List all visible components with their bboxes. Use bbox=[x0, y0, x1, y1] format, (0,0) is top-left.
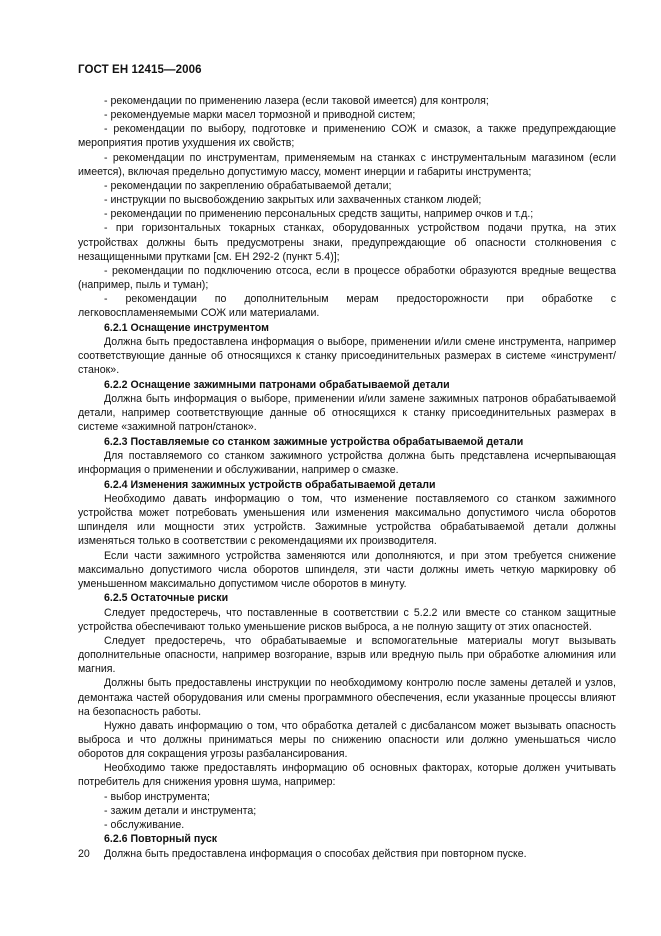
body-paragraph: Должна быть информация о выборе, применении и/или замене зажимных патронов обрабатываемой детали, например соответствующие данные об относящихся к станку присоединительных размерах в системе «зажимной патрон/станок». bbox=[78, 393, 616, 434]
body-paragraph: Для поставляемого со станком зажимного устройства должна быть представлена исчерпывающая информация о применении и обслуживании, например о смазке. bbox=[78, 450, 616, 477]
list-item: - обслуживание. bbox=[104, 818, 185, 831]
list-item: - рекомендации по закреплению обрабатываемой детали; bbox=[104, 179, 392, 192]
section-heading: 6.2.2 Оснащение зажимными патронами обрабатываемой детали bbox=[104, 378, 450, 391]
section-heading: 6.2.5 Остаточные риски bbox=[104, 592, 229, 605]
body-paragraph: Если части зажимного устройства заменяются или дополняются, и при этом требуется снижение максимально допустимого числа оборотов шпинделя, эти части должны иметь четкую маркировку об уменьшенном максимально допустимом числе оборотов в минуту. bbox=[78, 549, 616, 590]
list-item: - при горизонтальных токарных станках, оборудованных устройством подачи прутка, на этих устройствах должны быть предусмотрены знаки, предупреждающие об опасности столкновения с незащищенными прутками [см. ЕН 292-2 (пункт 5.4)]; bbox=[78, 222, 616, 263]
list-item: - рекомендации по дополнительным мерам предосторожности при обработке с легковоспламеняемыми СОЖ или материалами. bbox=[78, 293, 616, 320]
body-paragraph: Должна быть предоставлена информация о способах действия при повторном пуске. bbox=[104, 847, 527, 860]
body-paragraph: Нужно давать информацию о том, что обработка деталей с дисбалансом может вызывать опасность выброса и что должны приниматься меры по снижению опасности или должно уменьшаться число оборотов для сокращения угрозы разбалансирования. bbox=[78, 719, 616, 761]
body-paragraph: Следует предостеречь, что обрабатываемые и вспомогательные материалы могут вызывать дополнительные опасности, например возгорание, взрыв или вредную пыль при обработке алюминия или магния. bbox=[78, 634, 616, 676]
list-item: - рекомендации по инструментам, применяемым на станках с инструментальным магазином (если имеется), включая предельно допустимую массу, момент инерции и габариты инструмента; bbox=[78, 151, 616, 178]
document-body bbox=[78, 94, 616, 861]
body-paragraph: Необходимо также предоставлять информацию об основных факторах, которые должен учитывать потребитель для снижения уровня шума, например: bbox=[78, 762, 616, 789]
body-paragraph: Должна быть предоставлена информация о выборе, применении и/или смене инструмента, например соответствующие данные об относящихся к станку присоединительных размерах в системе «инструмент/станок». bbox=[78, 336, 616, 377]
list-item: - выбор инструмента; bbox=[104, 790, 210, 803]
body-paragraph: Необходимо давать информацию о том, что изменение поставляемого со станком зажимного устройства может потребовать уменьшения или изменения максимально допустимого числа оборотов шпинделя или мощности этих устройств. Зажимные устройства обрабатываемой детали должны изменяться только в соответствии с рекомендациями их производителя. bbox=[78, 492, 616, 548]
list-item: - рекомендации по применению персональных средств защиты, например очков и т.д.; bbox=[104, 208, 534, 221]
section-heading: 6.2.3 Поставляемые со станком зажимные устройства обрабатываемой детали bbox=[104, 435, 524, 448]
list-item: - зажим детали и инструмента; bbox=[104, 804, 257, 817]
section-heading: 6.2.6 Повторный пуск bbox=[104, 833, 218, 846]
list-item: - инструкции по высвобождению закрытых или захваченных станком людей; bbox=[104, 194, 482, 207]
body-paragraph: Должны быть предоставлены инструкции по необходимому контролю после замены деталей и узлов, демонтажа частей оборудования или смены программного обеспечения, если указанные процессы влияют на безопасность работы. bbox=[78, 677, 616, 718]
section-heading: 6.2.1 Оснащение инструментом bbox=[104, 321, 269, 334]
page-number: 20 bbox=[78, 848, 90, 860]
body-paragraph: Следует предостеречь, что поставленные в соответствии с 5.2.2 или вместе со станком защитные устройства обеспечивают только уменьшение рисков выброса, а не полную защиту от этих опасностей. bbox=[78, 606, 616, 633]
list-item: - рекомендации по подключению отсоса, если в процессе обработки образуются вредные вещества (например, пыль и туман); bbox=[78, 264, 616, 292]
list-item: - рекомендации по применению лазера (если таковой имеется) для контроля; bbox=[104, 95, 489, 107]
document-header: ГОСТ ЕН 12415—2006 bbox=[78, 64, 202, 76]
list-item: - рекомендуемые марки масел тормозной и приводной систем; bbox=[104, 109, 416, 122]
section-heading: 6.2.4 Изменения зажимных устройств обрабатываемой детали bbox=[104, 478, 436, 491]
list-item: - рекомендации по выбору, подготовке и применению СОЖ и смазок, а также предупреждающие мероприятия против ухудшения их свойств; bbox=[78, 123, 616, 150]
